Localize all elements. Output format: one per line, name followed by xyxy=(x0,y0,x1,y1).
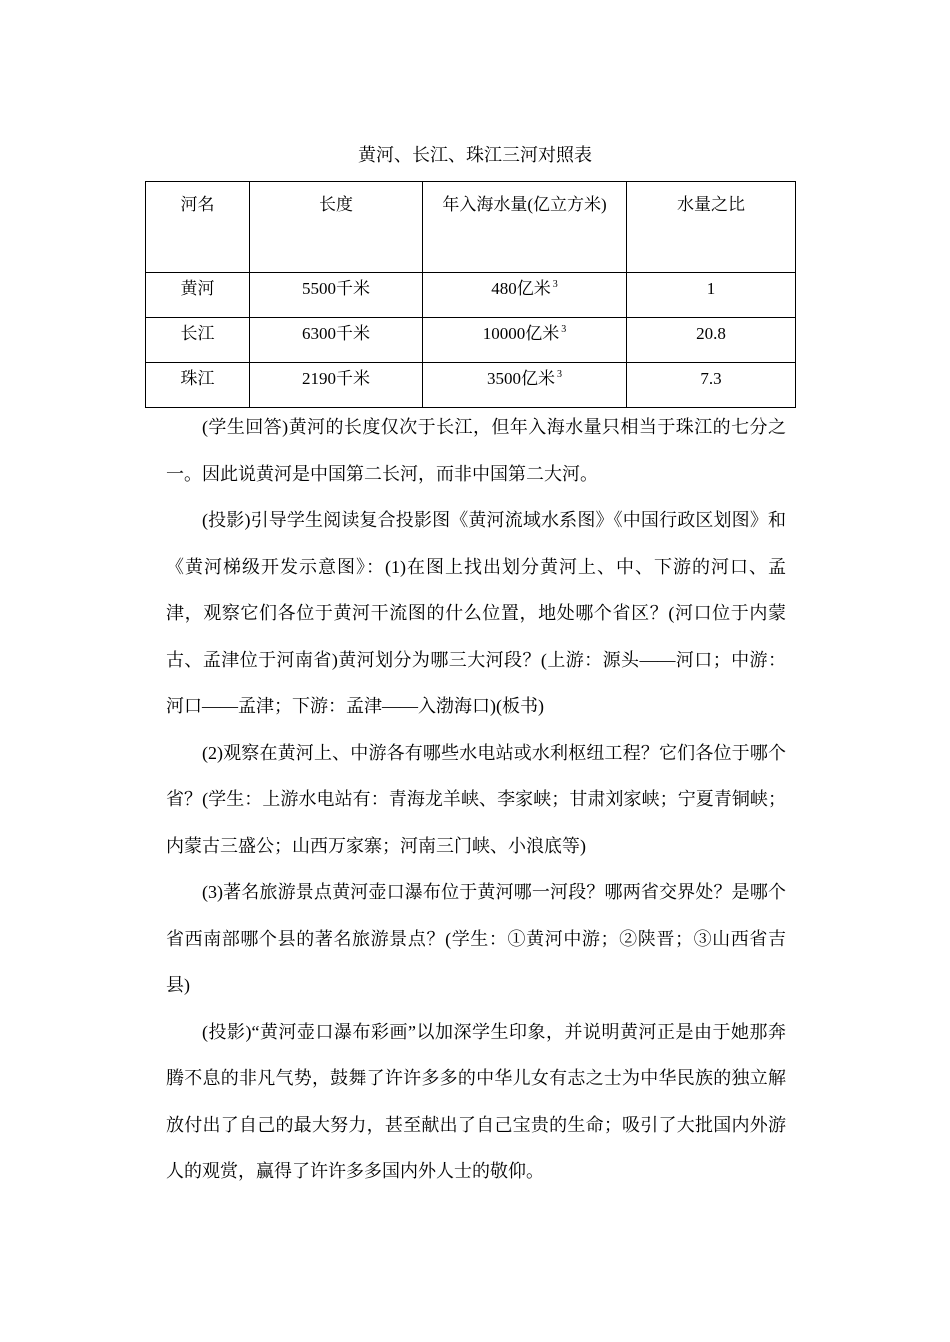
volume-exponent: 3 xyxy=(557,369,562,381)
volume-exponent: 3 xyxy=(561,324,567,336)
volume-value: 10000亿米 xyxy=(482,324,560,343)
volume-value: 480亿米 xyxy=(491,279,551,298)
table-row xyxy=(146,363,796,408)
cell-name: 珠江 xyxy=(146,363,250,408)
cell-length: 2190千米 xyxy=(250,363,423,408)
volume-exponent: 3 xyxy=(552,279,558,291)
header-cell-name: 河名 xyxy=(146,182,250,273)
cell-length: 6300千米 xyxy=(250,318,423,363)
cell-volume xyxy=(423,273,627,318)
paragraph-hydropower: (2)观察在黄河上、中游各有哪些水电站或水利枢纽工程？它们各位于哪个省？(学生：上游水电站有：青海龙羊峡、李家峡；甘肃刘家峡；宁夏青铜峡；内蒙古三盛公；山西万家寨；河南三门峡、小浪底等) xyxy=(166,742,786,856)
table-row xyxy=(146,318,796,363)
body-text xyxy=(166,404,786,1195)
paragraph-projection-maps: (投影)引导学生阅读复合投影图《黄河流域水系图》《中国行政区划图》和《黄河梯级开发示意图》：(1)在图上找出划分黄河上、中、下游的河口、孟津，观察它们各位于黄河干流图的什么位置，地处哪个省区？(河口位于内蒙古、孟津位于河南省)黄河划分为哪三大河段？(上游：源头——河口；中游：河口——孟津；下游：孟津——入渤海口)(板书) xyxy=(166,510,786,716)
cell-ratio: 20.8 xyxy=(627,318,796,363)
header-cell-ratio: 水量之比 xyxy=(627,182,796,273)
volume-value: 3500亿米 xyxy=(487,369,555,388)
table-row xyxy=(146,273,796,318)
cell-ratio: 1 xyxy=(627,273,796,318)
paragraph-projection-painting: (投影)“黄河壶口瀑布彩画”以加深学生印象，并说明黄河正是由于她那奔腾不息的非凡气势，鼓舞了许许多多的中华儿女有志之士为中华民族的独立解放付出了自己的最大努力，甚至献出了自己宝贵的生命；吸引了大批国内外游人的观赏，赢得了许许多多国内外人士的敬仰。 xyxy=(166,1021,786,1181)
header-cell-length: 长度 xyxy=(250,182,423,273)
river-comparison-table xyxy=(145,181,796,408)
cell-ratio: 7.3 xyxy=(627,363,796,408)
header-cell-volume: 年入海水量(亿立方米) xyxy=(423,182,627,273)
table-header-row xyxy=(146,182,796,273)
cell-volume xyxy=(423,363,627,408)
cell-length: 5500千米 xyxy=(250,273,423,318)
paragraph-hukou-falls: (3)著名旅游景点黄河壶口瀑布位于黄河哪一河段？哪两省交界处？是哪个省西南部哪个县的著名旅游景点？(学生：①黄河中游；②陕晋；③山西省吉县) xyxy=(166,882,786,995)
paragraph-student-answer: (学生回答)黄河的长度仅次于长江，但年入海水量只相当于珠江的七分之一。因此说黄河是中国第二长河，而非中国第二大河。 xyxy=(166,417,786,484)
cell-volume xyxy=(423,318,627,363)
cell-name: 长江 xyxy=(146,318,250,363)
table-caption: 黄河、长江、珠江三河对照表 xyxy=(358,145,592,165)
cell-name: 黄河 xyxy=(146,273,250,318)
